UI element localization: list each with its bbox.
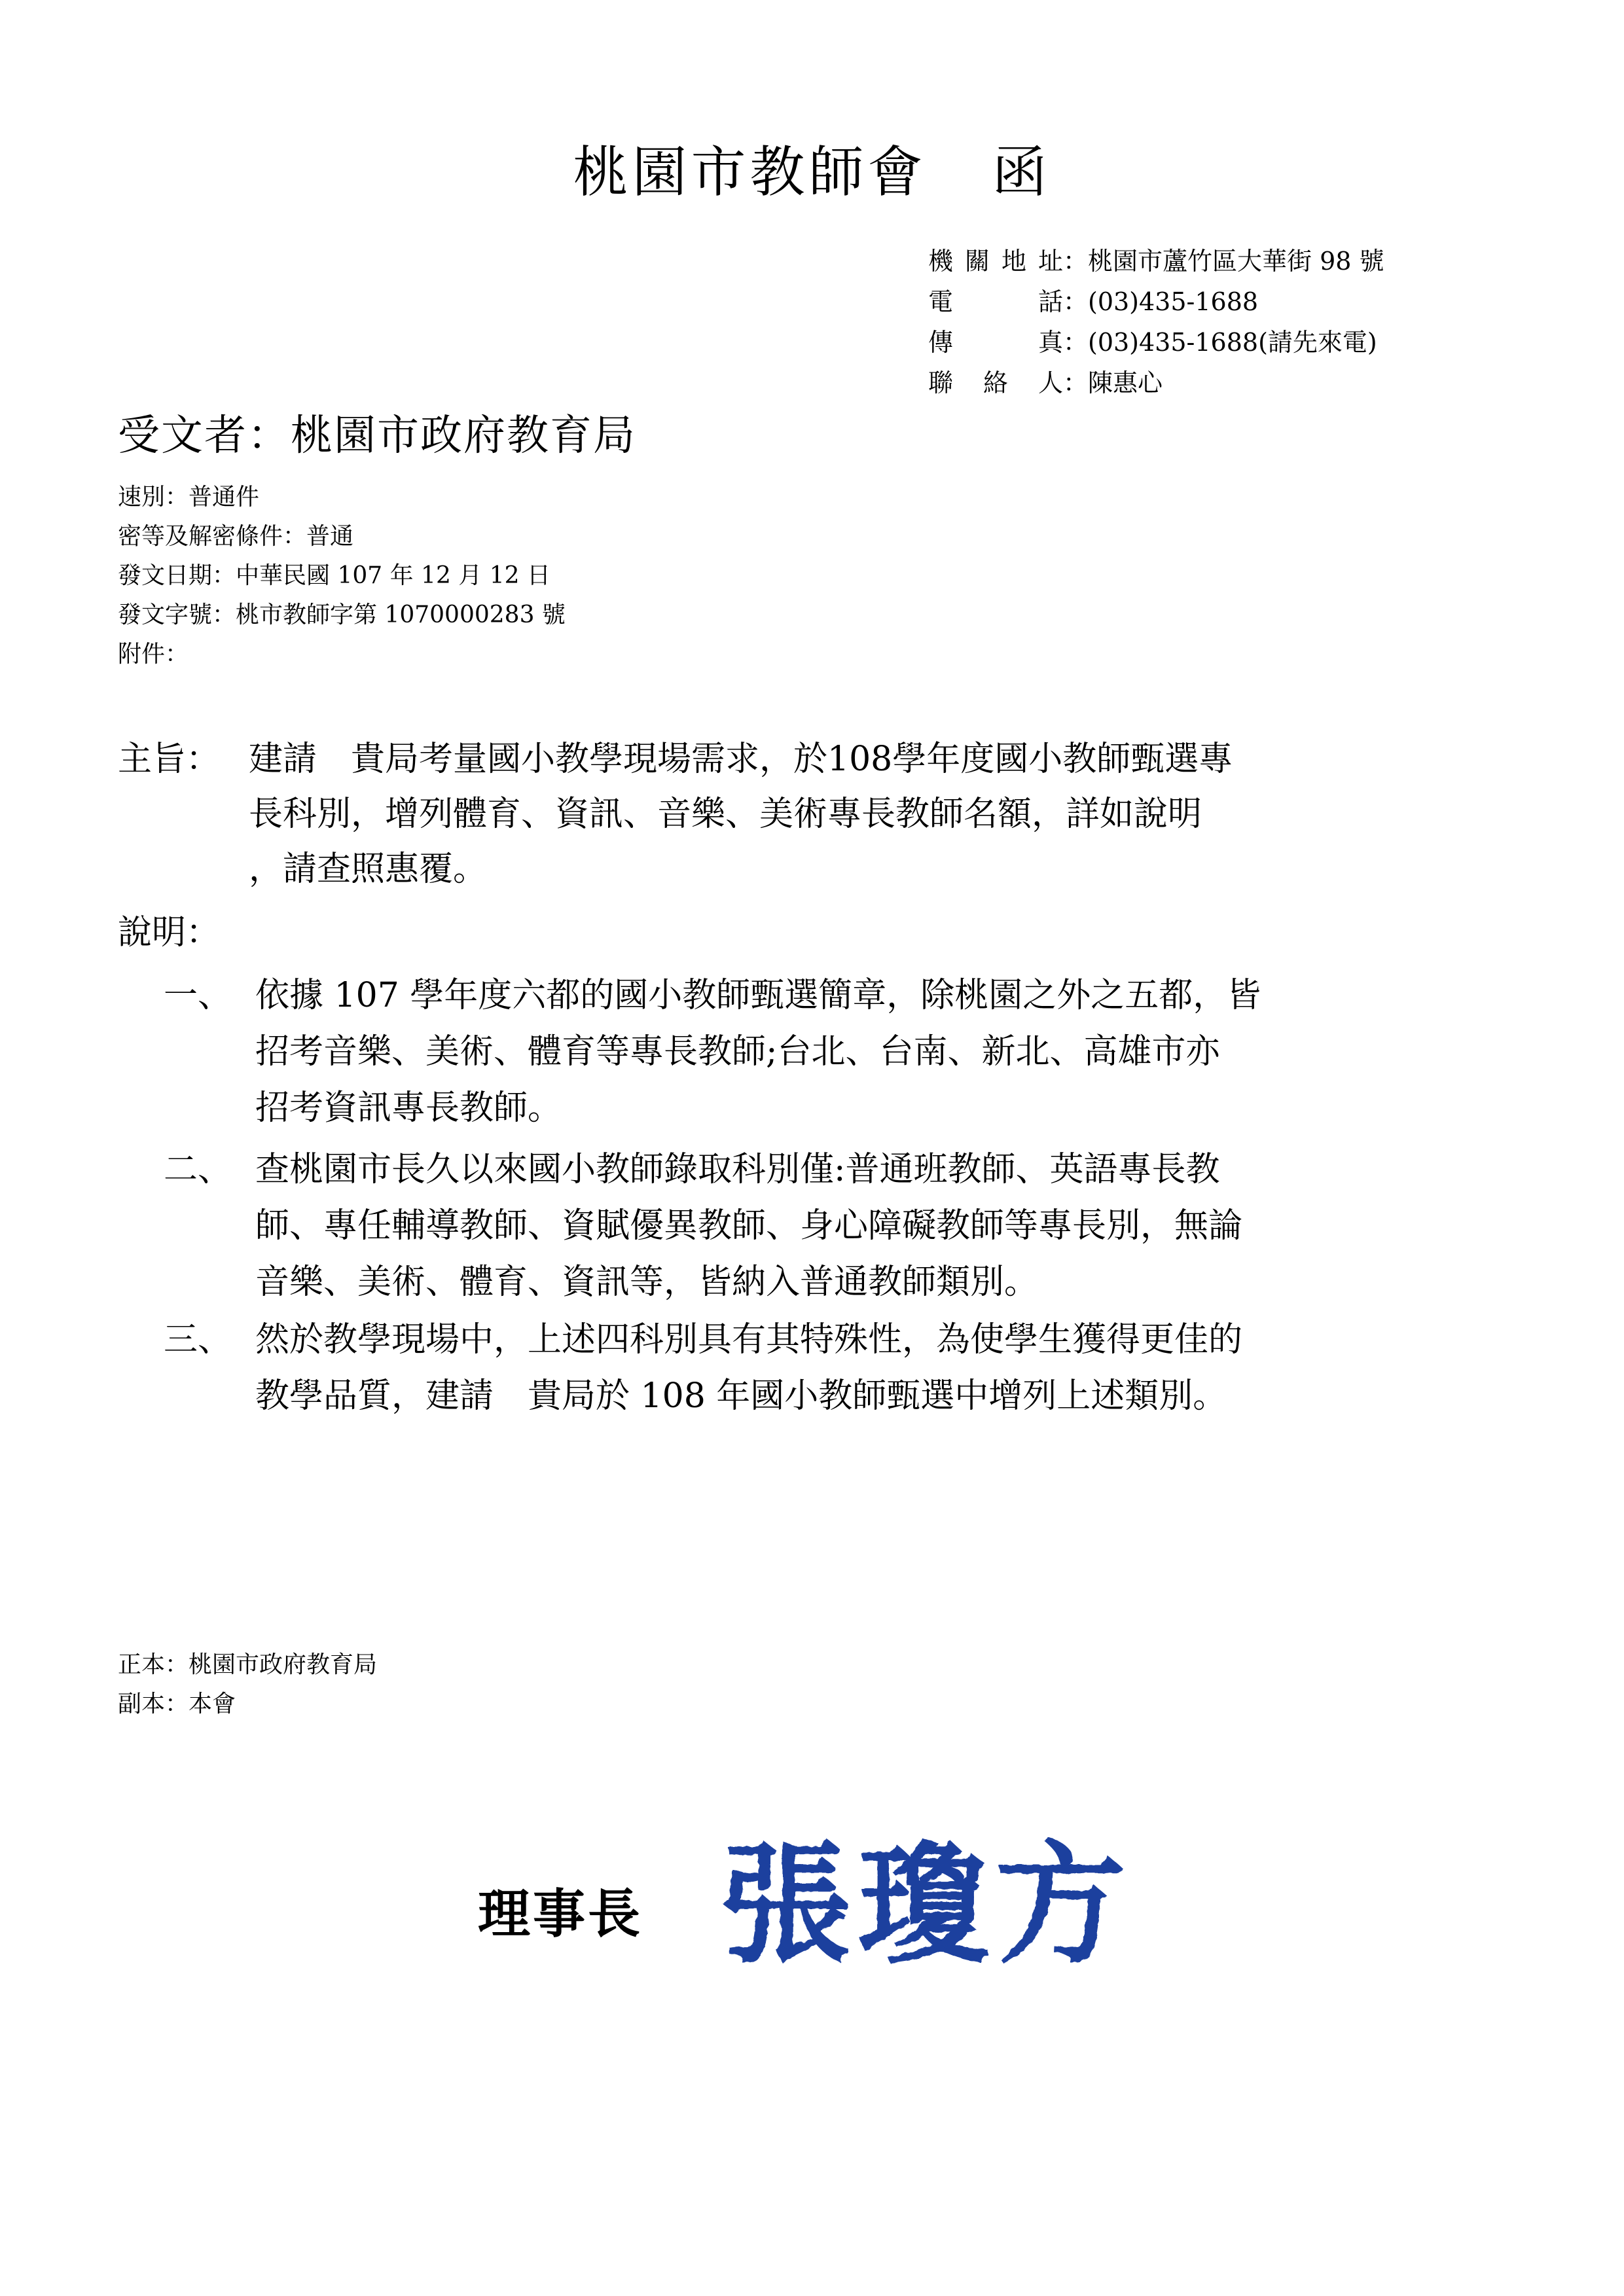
subject-line: 長科別，增列體育、資訊、音樂、美術專長教師名額，詳如說明 — [249, 795, 1202, 834]
speed: 速別：普通件 — [118, 484, 260, 511]
item-line: 依據 107 學年度六都的國小教師甄選簡章，除桃園之外之五都，皆 — [255, 976, 1261, 1015]
item-text — [255, 967, 1261, 1136]
item-text — [255, 1312, 1242, 1424]
original-recipient: 正本：桃園市政府教育局 — [118, 1651, 378, 1678]
item-line: 然於教學現場中，上述四科別具有其特殊性，為使學生獲得更佳的 — [255, 1320, 1243, 1359]
item-line: 師、專任輔導教師、資賦優異教師、身心障礙教師等專長別，無論 — [255, 1206, 1243, 1246]
svg-text:張瓊方: 張瓊方 — [720, 1828, 1133, 1982]
fax-label: 傳 真 — [928, 328, 1063, 357]
subject-line: ，請查照惠覆。 — [249, 850, 488, 889]
item-line: 教學品質，建請 貴局於 108 年國小教師甄選中增列上述類別。 — [255, 1376, 1227, 1416]
item-number: 一、 — [164, 976, 232, 1015]
explanation-label: 說明： — [118, 913, 221, 952]
contact-fax-row: 傳 真 ： (03)435-1688(請先來電) — [928, 322, 1384, 363]
item-line: 查桃園市長久以來國小教師錄取科別僅:普通班教師、英語專長教 — [255, 1150, 1220, 1189]
doc-type: 函 — [992, 140, 1051, 204]
contact-person-row: 聯 絡 人 ： 陳惠心 — [928, 363, 1384, 403]
item-line: 招考資訊專長教師。 — [255, 1088, 562, 1128]
issue-number: 發文字號：桃市教師字第 1070000283 號 — [118, 601, 566, 628]
copy-recipient: 副本：本會 — [118, 1691, 236, 1717]
meta-block — [118, 478, 566, 674]
copies-block — [118, 1645, 377, 1724]
fax-value: (03)435-1688(請先來電) — [1088, 328, 1377, 357]
org-name: 桃園市教師會 — [573, 140, 927, 204]
phone-label: 電 話 — [928, 287, 1063, 316]
signature-stamp-image — [720, 1813, 1191, 1996]
issue-date: 發文日期：中華民國 107 年 12 月 12 日 — [118, 562, 550, 589]
contact-phone-row: 電 話 ： (03)435-1688 — [928, 281, 1384, 322]
subject-line: 建請 貴局考量國小教學現場需求，於108學年度國小教師甄選專 — [249, 740, 1233, 779]
chairman-signature-stamp — [720, 1813, 1191, 1999]
item-number: 三、 — [164, 1320, 232, 1359]
phone-value: (03)435-1688 — [1088, 287, 1259, 316]
attachment: 附件： — [118, 641, 189, 668]
contact-block — [928, 241, 1384, 403]
subject-label: 主旨： — [118, 740, 221, 779]
recipient: 受文者：桃園市政府教育局 — [118, 412, 636, 460]
item-text — [255, 1141, 1242, 1310]
item-number: 二、 — [164, 1150, 232, 1189]
item-line: 音樂、美術、體育、資訊等，皆納入普通教師類別。 — [255, 1263, 1039, 1302]
person-value: 陳惠心 — [1088, 368, 1163, 397]
secrecy: 密等及解密條件：普通 — [118, 523, 354, 550]
address-label: 機關地址 — [928, 247, 1063, 276]
person-label: 聯 絡 人 — [928, 368, 1063, 397]
chairman-title: 理事長 — [478, 1883, 643, 1945]
subject-body — [249, 732, 1233, 897]
item-line: 招考音樂、美術、體育等專長教師;台北、台南、新北、高雄市亦 — [255, 1032, 1220, 1071]
contact-address-row: 機關地址 ： 桃園市蘆竹區大華街 98 號 — [928, 241, 1384, 281]
document-title — [0, 128, 1624, 207]
address-value: 桃園市蘆竹區大華街 98 號 — [1088, 247, 1384, 276]
